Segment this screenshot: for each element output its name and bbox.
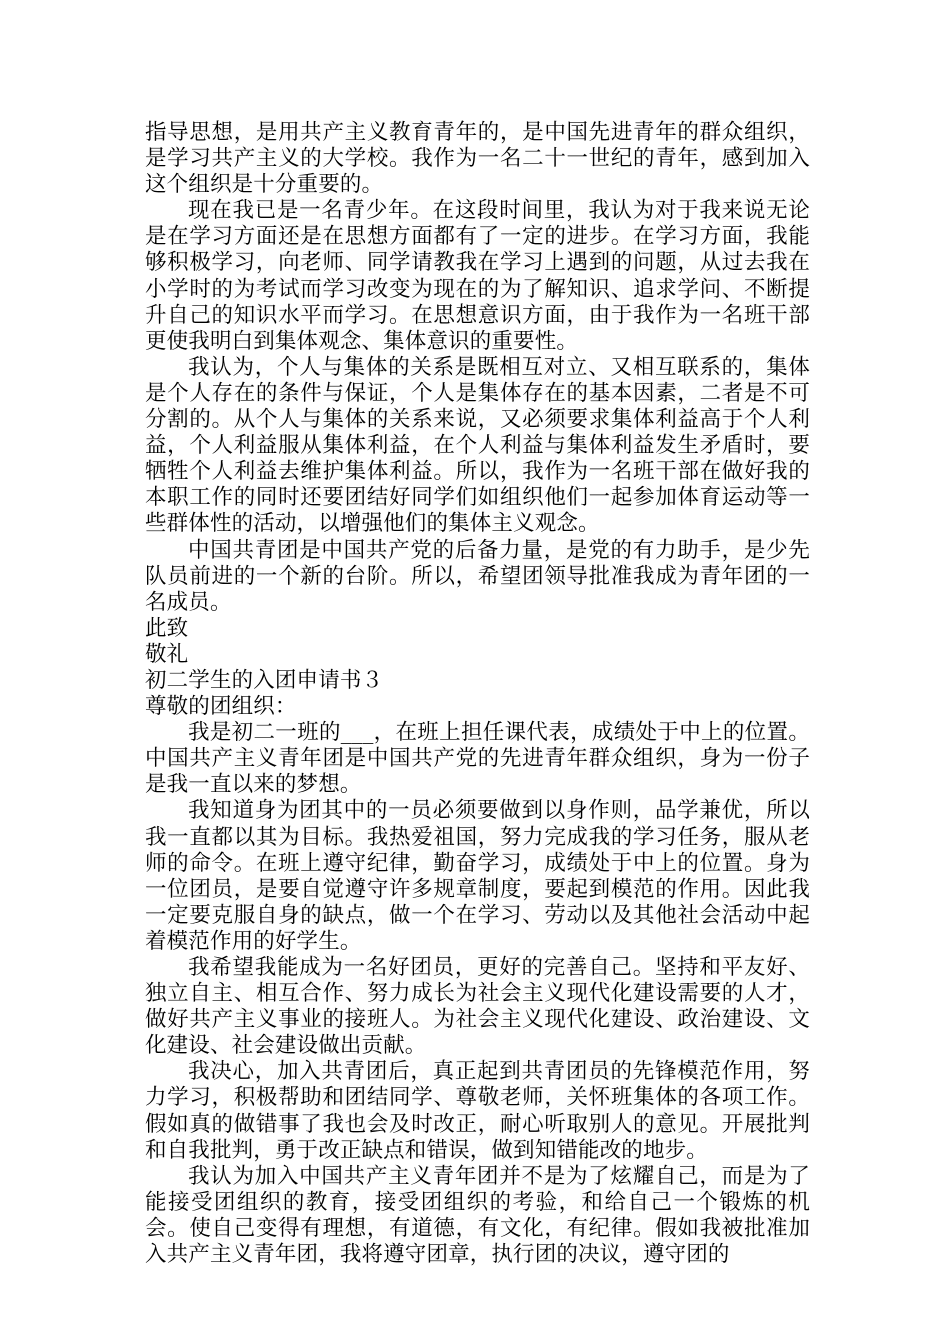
paragraph: 我认为加入中国共产主义青年团并不是为了炫耀自己，而是为了能接受团组织的教育，接受团组织的考验，和给自己一个锻炼的机会。使自己变得有理想，有道德，有文化，有纪律。假如我被批准加入共产主义青年团，我将遵守团章，执行团的决议，遵守团的 bbox=[145, 1163, 810, 1268]
paragraph: 现在我已是一名青少年。在这段时间里，我认为对于我来说无论是在学习方面还是在思想方面都有了一定的进步。在学习方面，我能够积极学习，向老师、同学请教我在学习上遇到的问题，从过去我在小学时的为考试而学习改变为现在的为了解知识、追求学问、不断提升自己的知识水平而学习。在思想意识方面，由于我作为一名班干部更使我明白到集体观念、集体意识的重要性。 bbox=[145, 198, 810, 354]
paragraph: 我希望我能成为一名好团员，更好的完善自己。坚持和平友好、独立自主、相互合作、努力成长为社会主义现代化建设需要的人才，做好共产主义事业的接班人。为社会主义现代化建设、政治建设、文化建设、社会建设做出贡献。 bbox=[145, 955, 810, 1059]
letter-greeting: 尊敬的团组织： bbox=[145, 694, 297, 720]
paragraph: 我是初二一班的___，在班上担任课代表，成绩处于中上的位置。中国共产主义青年团是中国共产党的先进青年群众组织，身为一份子是我一直以来的梦想。 bbox=[145, 720, 810, 798]
paragraph: 我决心，加入共青团后，真正起到共青团员的先锋模范作用，努力学习，积极帮助和团结同学、尊敬老师，关怀班集体的各项工作。假如真的做错事了我也会及时改正，耐心听取别人的意见。开展批判和自我批判，勇于改正缺点和错误，做到知错能改的地步。 bbox=[145, 1059, 810, 1163]
document-body bbox=[145, 120, 810, 1268]
closing-salutation: 此致 bbox=[145, 615, 189, 641]
paragraph-continuation: 指导思想，是用共产主义教育青年的，是中国先进青年的群众组织，是学习共产主义的大学校。我作为一名二十一世纪的青年，感到加入这个组织是十分重要的。 bbox=[145, 120, 810, 198]
paragraph: 我知道身为团其中的一员必须要做到以身作则，品学兼优，所以我一直都以其为目标。我热爱祖国，努力完成我的学习任务，服从老师的命令。在班上遵守纪律，勤奋学习，成绩处于中上的位置。身为一位团员，是要自觉遵守许多规章制度，要起到模范的作用。因此我一定要克服自身的缺点，做一个在学习、劳动以及其他社会活动中起着模范作用的好学生。 bbox=[145, 798, 810, 954]
section-title: 初二学生的入团申请书３ bbox=[145, 667, 384, 693]
closing-regards: 敬礼 bbox=[145, 641, 189, 667]
paragraph: 中国共青团是中国共产党的后备力量，是党的有力助手，是少先队员前进的一个新的台阶。所以，希望团领导批准我成为青年团的一名成员。 bbox=[145, 537, 810, 615]
paragraph: 我认为，个人与集体的关系是既相互对立、又相互联系的，集体是个人存在的条件与保证，个人是集体存在的基本因素，二者是不可分割的。从个人与集体的关系来说，又必须要求集体利益高于个人利益，个人利益服从集体利益，在个人利益与集体利益发生矛盾时，要牺牲个人利益去维护集体利益。所以，我作为一名班干部在做好我的本职工作的同时还要团结好同学们如组织他们一起参加体育运动等一些群体性的活动，以增强他们的集体主义观念。 bbox=[145, 354, 810, 537]
